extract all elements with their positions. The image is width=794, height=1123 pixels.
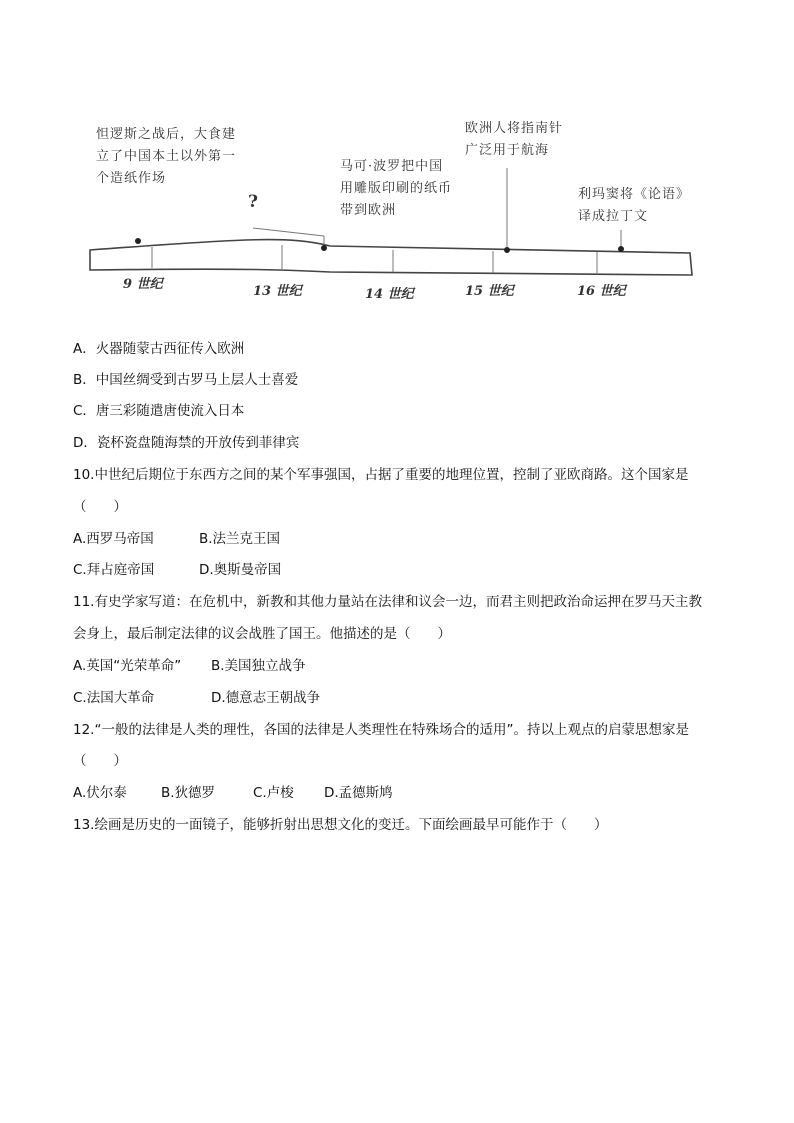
q11-option-c: C.法国大革命 — [73, 690, 155, 706]
event-text-ricci — [578, 184, 690, 228]
q11-stem: 11.有史学家写道：在危机中，新教和其他力量站在法律和议会一边，而君主则把政治命运押在罗马天主教 — [73, 594, 702, 610]
pointer-line — [253, 228, 324, 236]
q12-stem: 12.“一般的法律是人类的理性，各国的法律是人类理性在特殊场合的适用”。持以上观点的启蒙思想家是 — [73, 722, 689, 738]
q10-stem: 10.中世纪后期位于东西方之间的某个军事强国，占据了重要的地理位置，控制了亚欧商路。这个国家是 — [73, 467, 689, 483]
q9-option-a: A．火器随蒙古西征传入欧洲 — [73, 341, 245, 357]
q12-option-a: A.伏尔泰 — [73, 785, 127, 801]
century-label: 16 世纪 — [577, 284, 626, 299]
event-line: 欧洲人将指南针 — [465, 121, 564, 136]
q9-option-d: D．瓷杯瓷盘随海禁的开放传到菲律宾 — [73, 435, 300, 451]
event-line: 个造纸作场 — [96, 171, 167, 186]
q11-option-a: A.英国“光荣革命” — [73, 658, 182, 674]
q11-option-b: B.美国独立战争 — [211, 658, 306, 674]
q12-answer-blank: （ ） — [73, 753, 127, 769]
event-text-marco-polo — [340, 156, 452, 222]
century-label: 15 世纪 — [465, 284, 514, 299]
event-dot — [504, 247, 510, 253]
event-line: 利玛窦将《论语》 — [578, 187, 691, 202]
q10-answer-blank: （ ） — [73, 499, 127, 515]
q13-stem: 13.绘画是历史的一面镜子，能够折射出思想文化的变迁。下面绘画最早可能作于（ ） — [73, 817, 608, 833]
event-line: 广泛用于航海 — [465, 143, 550, 158]
q10-option-a: A.西罗马帝国 — [73, 531, 154, 547]
event-dot — [321, 245, 327, 251]
timeline-bar — [90, 240, 692, 275]
q10-option-b: B.法兰克王国 — [199, 531, 281, 547]
q10-option-c: C.拜占庭帝国 — [73, 562, 155, 578]
unknown-event-mark: ? — [248, 192, 258, 212]
event-text-compass — [465, 118, 563, 162]
q11-option-d: D.德意志王朝战争 — [211, 690, 321, 706]
q10-option-d: D.奥斯曼帝国 — [199, 562, 282, 578]
century-label: 14 世纪 — [365, 287, 414, 302]
timeline-figure — [0, 0, 794, 320]
century-label: 13 世纪 — [253, 284, 302, 299]
event-line: 用雕版印刷的纸币 — [340, 181, 453, 196]
event-dot — [618, 246, 624, 252]
event-line: 立了中国本土以外第一 — [96, 149, 237, 164]
century-label: 9 世纪 — [123, 277, 163, 292]
q11-stem-cont: 会身上，最后制定法律的议会战胜了国王。他描述的是（ ） — [73, 626, 451, 642]
q12-option-c: C.卢梭 — [253, 785, 294, 801]
q12-option-d: D.孟德斯鸠 — [324, 785, 393, 801]
event-line: 怛逻斯之战后，大食建 — [96, 127, 237, 142]
event-dot — [135, 238, 141, 244]
q9-option-b: B．中国丝绸受到古罗马上层人士喜爱 — [73, 372, 299, 388]
q9-option-c: C．唐三彩随遣唐使流入日本 — [73, 403, 245, 419]
event-line: 译成拉丁文 — [578, 209, 649, 224]
event-line: 带到欧洲 — [340, 203, 397, 218]
q12-option-b: B.狄德罗 — [161, 785, 216, 801]
event-line: 马可·波罗把中国 — [340, 159, 444, 174]
event-text-talas — [96, 124, 236, 190]
